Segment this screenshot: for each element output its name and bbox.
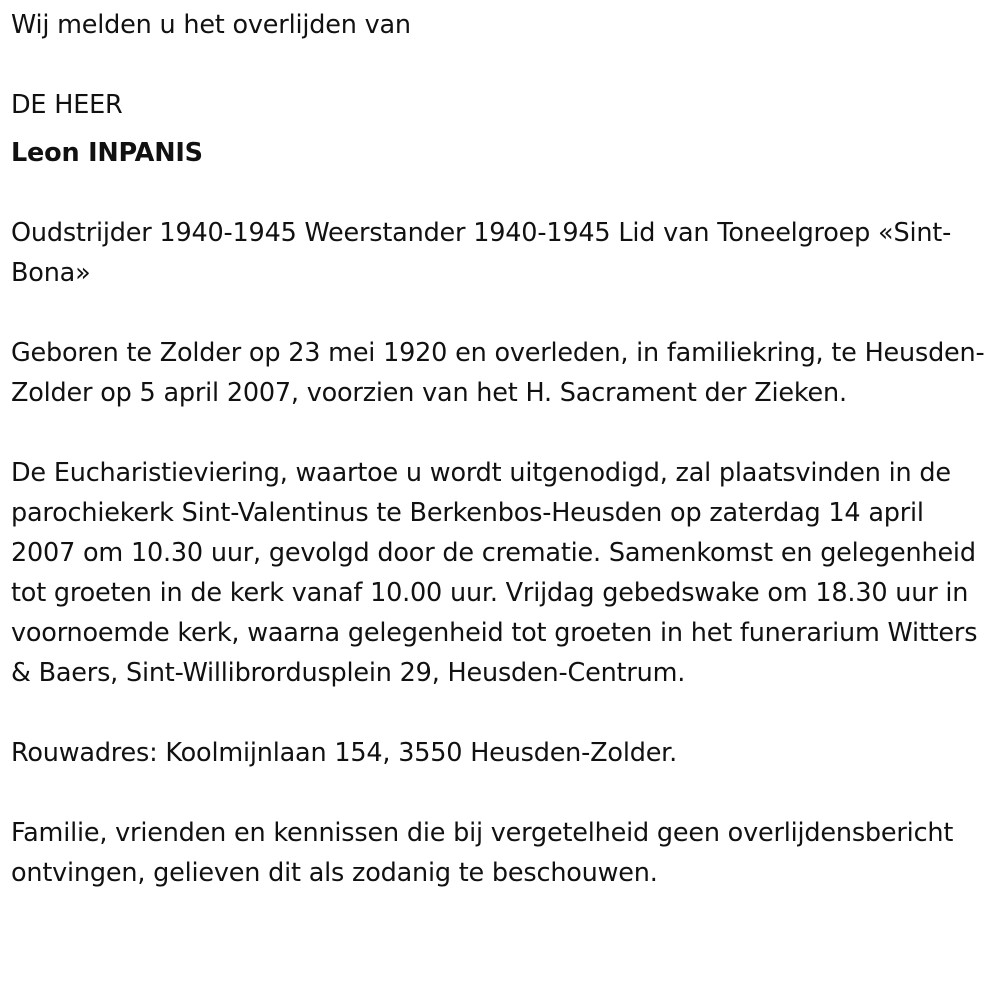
death-notice bbox=[11, 5, 986, 893]
deceased-name: Leon INPANIS bbox=[11, 138, 203, 168]
closing-paragraph: Familie, vrienden en kennissen die bij vergetelheid geen overlijdensbericht ontvingen, gelieven dit als zodanig te beschouwen. bbox=[11, 818, 954, 888]
intro-line: Wij melden u het overlijden van bbox=[11, 10, 411, 40]
address-paragraph: Rouwadres: Koolmijnlaan 154, 3550 Heusden-Zolder. bbox=[11, 738, 678, 768]
ceremony-paragraph: De Eucharistieviering, waartoe u wordt uitgenodigd, zal plaatsvinden in de parochiekerk Sint-Valentinus te Berkenbos-Heusden op zaterdag 14 april 2007 om 10.30 uur, gevolgd door de crematie. Samenkomst en gelegenheid tot groeten in de kerk vanaf 10.00 uur. Vrijdag gebedswake om 18.30 uur in voornoemde kerk, waarna gelegenheid tot groeten in het funerarium Witters & Baers, Sint-Willibrordusplein 29, Heusden-Centrum. bbox=[11, 458, 978, 688]
honorific: DE HEER bbox=[11, 90, 123, 120]
titles-paragraph: Oudstrijder 1940-1945 Weerstander 1940-1945 Lid van Toneelgroep «Sint-Bona» bbox=[11, 218, 952, 288]
birth-death-paragraph: Geboren te Zolder op 23 mei 1920 en overleden, in familiekring, te Heusden-Zolder op 5 april 2007, voorzien van het H. Sacrament der Zieken. bbox=[11, 338, 985, 408]
